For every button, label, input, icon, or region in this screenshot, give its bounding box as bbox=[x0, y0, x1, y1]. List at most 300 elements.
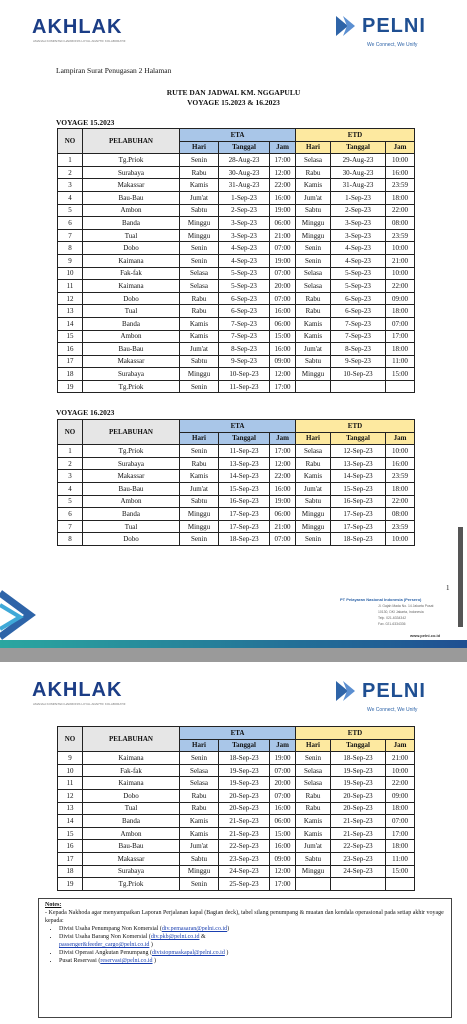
cell-no: 1 bbox=[58, 154, 83, 167]
cell-no: 3 bbox=[58, 470, 83, 483]
cell-etd-jam: 10:00 bbox=[386, 764, 415, 777]
cell-etd-jam: 16:00 bbox=[386, 166, 415, 179]
table-row bbox=[58, 380, 415, 393]
cell-etd-jam: 18:00 bbox=[386, 305, 415, 318]
footer-bar bbox=[0, 640, 467, 648]
cell-etd-jam: 16:00 bbox=[386, 457, 415, 470]
cell-pelabuhan: Bau-Bau bbox=[83, 343, 180, 356]
cell-etd-hari: Minggu bbox=[296, 229, 331, 242]
cell-etd-jam: 11:00 bbox=[386, 355, 415, 368]
cell-pelabuhan: Kaimana bbox=[83, 777, 180, 790]
cell-etd-tanggal: 5-Sep-23 bbox=[331, 267, 386, 280]
cell-eta-jam: 22:00 bbox=[270, 179, 296, 192]
cell-no: 15 bbox=[58, 827, 83, 840]
cell-etd-tanggal: 9-Sep-23 bbox=[331, 355, 386, 368]
cell-eta-tanggal: 5-Sep-23 bbox=[219, 267, 270, 280]
cell-etd-hari: Minggu bbox=[296, 508, 331, 521]
pelni-wordmark: PELNI bbox=[362, 14, 426, 37]
akhlak-tagline: AMANAH KOMPETEN HARMONIS LOYAL ADAPTIF KOLABORATIF bbox=[33, 39, 126, 43]
cell-eta-hari: Kamis bbox=[180, 330, 219, 343]
cell-no: 13 bbox=[58, 305, 83, 318]
cell-etd-tanggal: 7-Sep-23 bbox=[331, 330, 386, 343]
cell-etd-tanggal: 15-Sep-23 bbox=[331, 482, 386, 495]
table-row bbox=[58, 355, 415, 368]
header-no: NO bbox=[58, 727, 83, 752]
table-row bbox=[58, 204, 415, 217]
cell-etd-tanggal: 19-Sep-23 bbox=[331, 764, 386, 777]
cell-eta-tanggal: 24-Sep-23 bbox=[219, 865, 270, 878]
cell-pelabuhan: Dobo bbox=[83, 242, 180, 255]
notes-title: Notes: bbox=[45, 902, 62, 908]
cell-eta-hari: Senin bbox=[180, 533, 219, 546]
cell-eta-jam: 07:00 bbox=[270, 242, 296, 255]
cell-eta-hari: Kamis bbox=[180, 827, 219, 840]
table-row bbox=[58, 777, 415, 790]
cell-etd-hari: Selasa bbox=[296, 280, 331, 293]
cell-no: 2 bbox=[58, 457, 83, 470]
cell-no: 7 bbox=[58, 229, 83, 242]
cell-no: 5 bbox=[58, 204, 83, 217]
header-pelabuhan: PELABUHAN bbox=[83, 129, 180, 154]
akhlak-logo: AKHLAK bbox=[32, 16, 123, 38]
attachment-note: Lampiran Surat Penugasan 2 Halaman bbox=[56, 66, 172, 75]
cell-eta-tanggal: 2-Sep-23 bbox=[219, 204, 270, 217]
cell-pelabuhan: Kaimana bbox=[83, 280, 180, 293]
cell-eta-tanggal: 11-Sep-23 bbox=[219, 445, 270, 458]
cell-eta-tanggal: 8-Sep-23 bbox=[219, 343, 270, 356]
cell-eta-tanggal: 7-Sep-23 bbox=[219, 330, 270, 343]
footer-website: www.pelni.co.id bbox=[410, 633, 441, 638]
email-link[interactable]: div.pemasaran@pelni.co.id bbox=[161, 926, 228, 932]
cell-etd-jam: 23:59 bbox=[386, 520, 415, 533]
pelni-mark-icon bbox=[334, 14, 358, 38]
notes-box bbox=[38, 898, 452, 1018]
cell-eta-tanggal: 21-Sep-23 bbox=[219, 827, 270, 840]
cell-etd-jam: 10:00 bbox=[386, 154, 415, 167]
notes-item: • Divisi Usaha Penumpang Non Komersial (div.pemasaran@pelni.co.id) bbox=[59, 925, 445, 933]
cell-etd-hari: Selasa bbox=[296, 267, 331, 280]
cell-etd-tanggal: 3-Sep-23 bbox=[331, 217, 386, 230]
cell-eta-jam: 21:00 bbox=[270, 229, 296, 242]
voyage-15-label: VOYAGE 15.2023 bbox=[56, 118, 115, 127]
header-eta-hari: Hari bbox=[180, 432, 219, 445]
cell-etd-hari: Rabu bbox=[296, 305, 331, 318]
header-eta-jam: Jam bbox=[270, 739, 296, 752]
table-row bbox=[58, 764, 415, 777]
cell-etd-jam: 08:00 bbox=[386, 508, 415, 521]
header-etd-hari: Hari bbox=[296, 739, 331, 752]
cell-etd-hari: Senin bbox=[296, 533, 331, 546]
table-row bbox=[58, 520, 415, 533]
table-row bbox=[58, 878, 415, 891]
cell-etd-hari: Selasa bbox=[296, 154, 331, 167]
cell-etd-hari: Minggu bbox=[296, 520, 331, 533]
table-row bbox=[58, 852, 415, 865]
akhlak-logo: AKHLAK bbox=[32, 679, 123, 701]
cell-eta-hari: Minggu bbox=[180, 865, 219, 878]
cell-etd-jam: 11:00 bbox=[386, 852, 415, 865]
cell-eta-hari: Kamis bbox=[180, 179, 219, 192]
cell-eta-hari: Selasa bbox=[180, 267, 219, 280]
cell-etd-tanggal: 21-Sep-23 bbox=[331, 815, 386, 828]
cell-etd-tanggal: 4-Sep-23 bbox=[331, 242, 386, 255]
cell-eta-jam: 17:00 bbox=[270, 445, 296, 458]
table-row bbox=[58, 292, 415, 305]
cell-eta-hari: Rabu bbox=[180, 305, 219, 318]
cell-pelabuhan: Dobo bbox=[83, 533, 180, 546]
cell-eta-jam: 17:00 bbox=[270, 878, 296, 891]
cell-pelabuhan: Tual bbox=[83, 305, 180, 318]
cell-eta-tanggal: 23-Sep-23 bbox=[219, 852, 270, 865]
cell-eta-tanggal: 1-Sep-23 bbox=[219, 191, 270, 204]
table-row bbox=[58, 154, 415, 167]
cell-pelabuhan: Makassar bbox=[83, 179, 180, 192]
cell-etd-hari: Minggu bbox=[296, 865, 331, 878]
cell-pelabuhan: Tg.Priok bbox=[83, 380, 180, 393]
cell-no: 4 bbox=[58, 482, 83, 495]
header-eta-jam: Jam bbox=[270, 141, 296, 154]
cell-eta-jam: 07:00 bbox=[270, 764, 296, 777]
cell-eta-jam: 07:00 bbox=[270, 533, 296, 546]
cell-no: 8 bbox=[58, 242, 83, 255]
cell-no: 11 bbox=[58, 777, 83, 790]
cell-pelabuhan: Bau-Bau bbox=[83, 191, 180, 204]
cell-pelabuhan: Ambon bbox=[83, 495, 180, 508]
cell-eta-jam: 22:00 bbox=[270, 470, 296, 483]
cell-pelabuhan: Makassar bbox=[83, 852, 180, 865]
cell-etd-hari: Sabtu bbox=[296, 355, 331, 368]
cell-eta-jam: 16:00 bbox=[270, 191, 296, 204]
voyage-16-label: VOYAGE 16.2023 bbox=[56, 408, 115, 417]
cell-etd-tanggal: 12-Sep-23 bbox=[331, 445, 386, 458]
cell-etd-tanggal: 19-Sep-23 bbox=[331, 777, 386, 790]
cell-pelabuhan: Tual bbox=[83, 229, 180, 242]
cell-eta-jam: 16:00 bbox=[270, 343, 296, 356]
cell-eta-tanggal: 13-Sep-23 bbox=[219, 457, 270, 470]
cell-no: 18 bbox=[58, 368, 83, 381]
cell-etd-tanggal: 6-Sep-23 bbox=[331, 292, 386, 305]
cell-eta-tanggal: 17-Sep-23 bbox=[219, 520, 270, 533]
cell-eta-tanggal: 3-Sep-23 bbox=[219, 217, 270, 230]
cell-no: 7 bbox=[58, 520, 83, 533]
table-row bbox=[58, 802, 415, 815]
table-row bbox=[58, 789, 415, 802]
table-row bbox=[58, 533, 415, 546]
cell-etd-jam: 09:00 bbox=[386, 292, 415, 305]
cell-eta-jam: 12:00 bbox=[270, 166, 296, 179]
cell-no: 6 bbox=[58, 217, 83, 230]
header-etd-jam: Jam bbox=[386, 739, 415, 752]
cell-eta-jam: 06:00 bbox=[270, 508, 296, 521]
cell-eta-hari: Rabu bbox=[180, 789, 219, 802]
cell-eta-jam: 07:00 bbox=[270, 292, 296, 305]
cell-etd-tanggal: 18-Sep-23 bbox=[331, 533, 386, 546]
cell-eta-hari: Minggu bbox=[180, 508, 219, 521]
table-row bbox=[58, 457, 415, 470]
cell-eta-tanggal: 25-Sep-23 bbox=[219, 878, 270, 891]
cell-eta-jam: 07:00 bbox=[270, 267, 296, 280]
cell-pelabuhan: Ambon bbox=[83, 330, 180, 343]
cell-eta-jam: 06:00 bbox=[270, 217, 296, 230]
cell-no: 10 bbox=[58, 267, 83, 280]
cell-eta-hari: Kamis bbox=[180, 815, 219, 828]
cell-pelabuhan: Kaimana bbox=[83, 752, 180, 765]
email-link[interactable]: passenger&feeder_cargo@pelni.co.id bbox=[59, 942, 150, 948]
cell-pelabuhan: Tual bbox=[83, 802, 180, 815]
cell-eta-tanggal: 17-Sep-23 bbox=[219, 508, 270, 521]
cell-no: 13 bbox=[58, 802, 83, 815]
cell-pelabuhan: Surabaya bbox=[83, 166, 180, 179]
cell-etd-hari: Kamis bbox=[296, 827, 331, 840]
table-row bbox=[58, 330, 415, 343]
cell-no: 19 bbox=[58, 380, 83, 393]
cell-no: 11 bbox=[58, 280, 83, 293]
cell-eta-hari: Selasa bbox=[180, 777, 219, 790]
cell-etd-tanggal: 13-Sep-23 bbox=[331, 457, 386, 470]
page-number: 1 bbox=[446, 584, 450, 592]
cell-eta-hari: Sabtu bbox=[180, 204, 219, 217]
cell-etd-jam: 18:00 bbox=[386, 840, 415, 853]
cell-eta-jam: 19:00 bbox=[270, 254, 296, 267]
cell-etd-hari: Selasa bbox=[296, 445, 331, 458]
cell-etd-tanggal: 20-Sep-23 bbox=[331, 789, 386, 802]
cell-eta-jam: 07:00 bbox=[270, 789, 296, 802]
table-row bbox=[58, 482, 415, 495]
cell-eta-hari: Sabtu bbox=[180, 852, 219, 865]
cell-etd-jam: 07:00 bbox=[386, 815, 415, 828]
table-row bbox=[58, 470, 415, 483]
cell-pelabuhan: Ambon bbox=[83, 827, 180, 840]
voyage-15-table bbox=[57, 128, 415, 393]
cell-pelabuhan: Tg.Priok bbox=[83, 445, 180, 458]
header-eta-hari: Hari bbox=[180, 739, 219, 752]
cell-etd-tanggal: 29-Aug-23 bbox=[331, 154, 386, 167]
cell-eta-jam: 19:00 bbox=[270, 204, 296, 217]
table-row bbox=[58, 508, 415, 521]
cell-pelabuhan: Dobo bbox=[83, 292, 180, 305]
header-eta-jam: Jam bbox=[270, 432, 296, 445]
table-row bbox=[58, 495, 415, 508]
pelni-mark-icon bbox=[334, 679, 358, 703]
cell-etd-tanggal: 17-Sep-23 bbox=[331, 520, 386, 533]
pelni-tagline: We Connect, We Unify bbox=[367, 707, 418, 713]
cell-pelabuhan: Ambon bbox=[83, 204, 180, 217]
cell-etd-jam: 21:00 bbox=[386, 752, 415, 765]
footer-company: PT Pelayaran Nasional Indonesia (Persero) bbox=[340, 597, 422, 602]
cell-etd-hari: Selasa bbox=[296, 764, 331, 777]
email-link[interactable]: reservasi@pelni.co.id bbox=[100, 958, 153, 964]
cell-no: 4 bbox=[58, 191, 83, 204]
cell-etd-tanggal: 1-Sep-23 bbox=[331, 191, 386, 204]
table-row bbox=[58, 752, 415, 765]
pelni-tagline: We Connect, We Unify bbox=[367, 42, 418, 48]
cell-etd-tanggal: 24-Sep-23 bbox=[331, 865, 386, 878]
cell-no: 9 bbox=[58, 752, 83, 765]
header-etd: ETD bbox=[296, 727, 415, 740]
cell-eta-tanggal: 28-Aug-23 bbox=[219, 154, 270, 167]
table-row bbox=[58, 865, 415, 878]
cell-eta-hari: Rabu bbox=[180, 457, 219, 470]
cell-etd-tanggal: 3-Sep-23 bbox=[331, 229, 386, 242]
header-etd-tanggal: Tanggal bbox=[331, 432, 386, 445]
cell-pelabuhan: Tg.Priok bbox=[83, 878, 180, 891]
header-eta-hari: Hari bbox=[180, 141, 219, 154]
cell-eta-jam: 16:00 bbox=[270, 482, 296, 495]
cell-eta-jam: 15:00 bbox=[270, 330, 296, 343]
cell-etd-tanggal: 30-Aug-23 bbox=[331, 166, 386, 179]
cell-no: 12 bbox=[58, 789, 83, 802]
cell-etd-jam: 22:00 bbox=[386, 204, 415, 217]
cell-etd-jam bbox=[386, 878, 415, 891]
cell-no: 16 bbox=[58, 343, 83, 356]
cell-etd-hari: Kamis bbox=[296, 179, 331, 192]
footer-fax: Fax. 021-6334336 bbox=[378, 622, 406, 626]
footer-telp: Telp. 021-6334342 bbox=[378, 616, 407, 620]
cell-etd-hari: Senin bbox=[296, 254, 331, 267]
cell-etd-hari: Rabu bbox=[296, 789, 331, 802]
cell-no: 3 bbox=[58, 179, 83, 192]
cell-etd-jam: 22:00 bbox=[386, 280, 415, 293]
pelni-logo bbox=[334, 679, 426, 703]
cell-pelabuhan: Makassar bbox=[83, 355, 180, 368]
cell-no: 10 bbox=[58, 764, 83, 777]
cell-pelabuhan: Surabaya bbox=[83, 457, 180, 470]
cell-etd-tanggal: 7-Sep-23 bbox=[331, 317, 386, 330]
cell-etd-hari: Sabtu bbox=[296, 852, 331, 865]
cell-eta-tanggal: 20-Sep-23 bbox=[219, 802, 270, 815]
table-row bbox=[58, 242, 415, 255]
cell-etd-jam bbox=[386, 380, 415, 393]
footer-address-1: Jl. Gajah Mada No. 14 Jakarta Pusat bbox=[378, 604, 434, 608]
cell-etd-jam: 18:00 bbox=[386, 802, 415, 815]
table-row bbox=[58, 166, 415, 179]
cell-etd-jam: 08:00 bbox=[386, 217, 415, 230]
cell-etd-tanggal: 2-Sep-23 bbox=[331, 204, 386, 217]
cell-eta-tanggal: 5-Sep-23 bbox=[219, 280, 270, 293]
header-etd-jam: Jam bbox=[386, 432, 415, 445]
cell-eta-tanggal: 20-Sep-23 bbox=[219, 789, 270, 802]
cell-etd-jam: 15:00 bbox=[386, 865, 415, 878]
cell-etd-hari: Jum'at bbox=[296, 482, 331, 495]
cell-no: 14 bbox=[58, 815, 83, 828]
cell-eta-hari: Senin bbox=[180, 445, 219, 458]
cell-eta-jam: 16:00 bbox=[270, 840, 296, 853]
cell-eta-tanggal: 6-Sep-23 bbox=[219, 292, 270, 305]
cell-eta-tanggal: 6-Sep-23 bbox=[219, 305, 270, 318]
cell-pelabuhan: Kaimana bbox=[83, 254, 180, 267]
cell-etd-hari: Selasa bbox=[296, 777, 331, 790]
cell-eta-hari: Selasa bbox=[180, 764, 219, 777]
header-eta: ETA bbox=[180, 129, 296, 142]
cell-pelabuhan: Bau-Bau bbox=[83, 840, 180, 853]
table-row bbox=[58, 217, 415, 230]
table-row bbox=[58, 280, 415, 293]
email-link[interactable]: divisiopmaskapal@pelni.co.id bbox=[152, 950, 225, 956]
cell-no: 12 bbox=[58, 292, 83, 305]
cell-eta-hari: Senin bbox=[180, 752, 219, 765]
header-eta-tanggal: Tanggal bbox=[219, 739, 270, 752]
notes-item: • Divisi Usaha Barang Non Komersial (div.pkb@pelni.co.id & passenger&feeder_cargo@pelni.co.id ) bbox=[59, 933, 445, 949]
cell-etd-tanggal bbox=[331, 380, 386, 393]
cell-eta-jam: 19:00 bbox=[270, 752, 296, 765]
cell-etd-hari: Jum'at bbox=[296, 191, 331, 204]
cell-etd-tanggal: 5-Sep-23 bbox=[331, 280, 386, 293]
header-etd-hari: Hari bbox=[296, 432, 331, 445]
cell-pelabuhan: Banda bbox=[83, 508, 180, 521]
cell-etd-hari: Sabtu bbox=[296, 495, 331, 508]
cell-eta-tanggal: 10-Sep-23 bbox=[219, 368, 270, 381]
table-row bbox=[58, 445, 415, 458]
cell-eta-tanggal: 11-Sep-23 bbox=[219, 380, 270, 393]
cell-etd-tanggal: 31-Aug-23 bbox=[331, 179, 386, 192]
cell-eta-hari: Minggu bbox=[180, 520, 219, 533]
header-etd-tanggal: Tanggal bbox=[331, 739, 386, 752]
cell-pelabuhan: Fak-fak bbox=[83, 267, 180, 280]
table-row bbox=[58, 827, 415, 840]
table-row bbox=[58, 229, 415, 242]
cell-etd-tanggal: 23-Sep-23 bbox=[331, 852, 386, 865]
cell-eta-tanggal: 15-Sep-23 bbox=[219, 482, 270, 495]
doc-title: RUTE DAN JADWAL KM. NGGAPULU bbox=[166, 88, 301, 97]
cell-etd-jam: 23:59 bbox=[386, 229, 415, 242]
cell-etd-hari: Rabu bbox=[296, 166, 331, 179]
email-link[interactable]: div.pkb@pelni.co.id bbox=[150, 934, 200, 940]
cell-eta-jam: 20:00 bbox=[270, 280, 296, 293]
cell-eta-tanggal: 4-Sep-23 bbox=[219, 242, 270, 255]
cell-etd-jam: 18:00 bbox=[386, 343, 415, 356]
cell-etd-jam: 10:00 bbox=[386, 267, 415, 280]
cell-etd-hari: Kamis bbox=[296, 330, 331, 343]
header-etd-jam: Jam bbox=[386, 141, 415, 154]
cell-no: 19 bbox=[58, 878, 83, 891]
cell-etd-tanggal: 4-Sep-23 bbox=[331, 254, 386, 267]
cell-eta-tanggal: 30-Aug-23 bbox=[219, 166, 270, 179]
cell-etd-tanggal: 16-Sep-23 bbox=[331, 495, 386, 508]
cell-eta-tanggal: 22-Sep-23 bbox=[219, 840, 270, 853]
cell-eta-jam: 06:00 bbox=[270, 317, 296, 330]
cell-eta-hari: Rabu bbox=[180, 802, 219, 815]
cell-eta-jam: 19:00 bbox=[270, 495, 296, 508]
cell-etd-jam: 21:00 bbox=[386, 254, 415, 267]
table-row bbox=[58, 191, 415, 204]
cell-etd-hari: Jum'at bbox=[296, 343, 331, 356]
cell-eta-jam: 12:00 bbox=[270, 368, 296, 381]
cell-etd-tanggal: 22-Sep-23 bbox=[331, 840, 386, 853]
cell-etd-tanggal: 10-Sep-23 bbox=[331, 368, 386, 381]
header-eta-tanggal: Tanggal bbox=[219, 432, 270, 445]
cell-no: 6 bbox=[58, 508, 83, 521]
cell-etd-jam: 23:59 bbox=[386, 179, 415, 192]
cell-eta-jam: 09:00 bbox=[270, 852, 296, 865]
table-row bbox=[58, 317, 415, 330]
header-etd: ETD bbox=[296, 420, 415, 433]
cell-pelabuhan: Banda bbox=[83, 815, 180, 828]
cell-etd-hari: Senin bbox=[296, 752, 331, 765]
cell-eta-jam: 17:00 bbox=[270, 154, 296, 167]
cell-no: 16 bbox=[58, 840, 83, 853]
cell-eta-tanggal: 4-Sep-23 bbox=[219, 254, 270, 267]
cell-eta-tanggal: 31-Aug-23 bbox=[219, 179, 270, 192]
cell-pelabuhan: Dobo bbox=[83, 789, 180, 802]
header-etd-hari: Hari bbox=[296, 141, 331, 154]
cell-etd-jam: 18:00 bbox=[386, 482, 415, 495]
cell-eta-hari: Selasa bbox=[180, 280, 219, 293]
cell-etd-jam: 22:00 bbox=[386, 495, 415, 508]
pelni-logo bbox=[334, 14, 426, 38]
cell-eta-hari: Jum'at bbox=[180, 840, 219, 853]
cell-etd-hari: Rabu bbox=[296, 457, 331, 470]
notes-intro: - Kepada Nakhoda agar menyampaikan Laporan Perjalanan kapal (Bagian deck), tabel silang penumpang & muatan dan kendala operasional pada setiap akhir voyage kepada: bbox=[45, 910, 444, 924]
